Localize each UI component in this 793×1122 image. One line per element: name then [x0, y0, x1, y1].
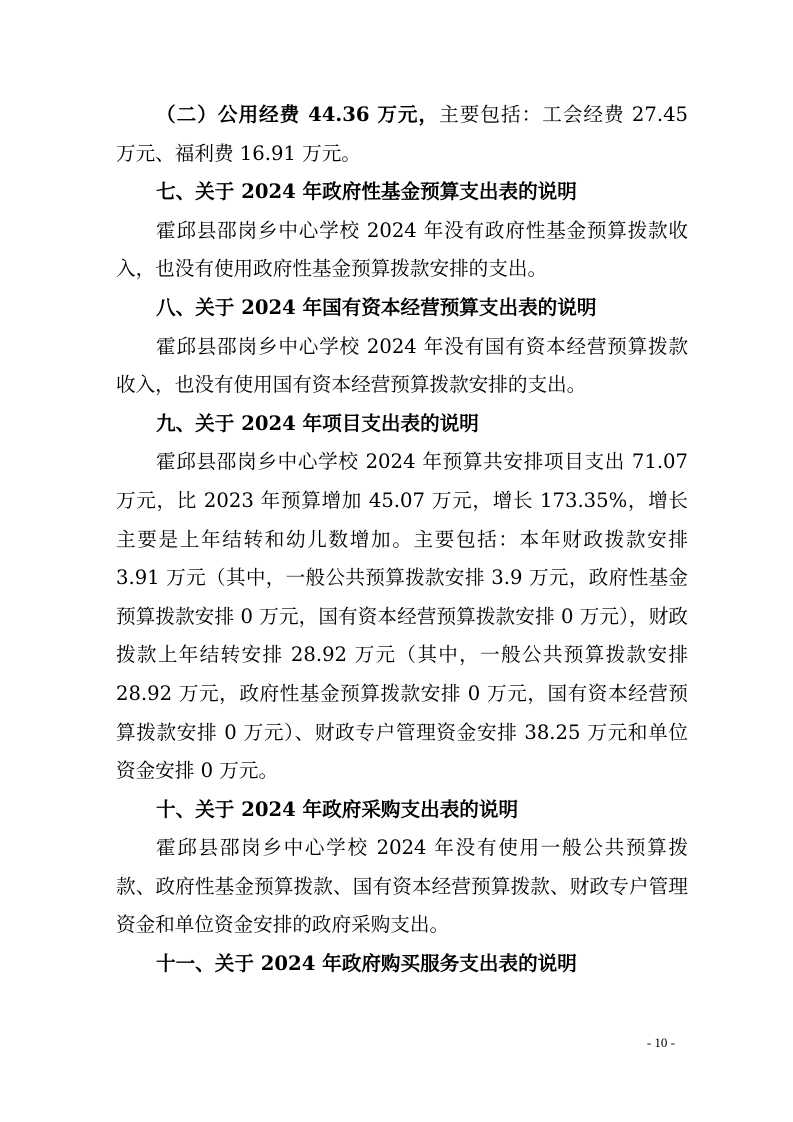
section-heading-8: 八、关于 2024 年国有资本经营预算支出表的说明: [156, 295, 597, 319]
public-funds-paragraph: [116, 96, 688, 173]
section-body-8: 霍邱县邵岗乡中心学校 2024 年没有国有资本经营预算拨款收入，也没有使用国有资本经营预算拨款安排的支出。: [116, 334, 688, 397]
section-body-7: 霍邱县邵岗乡中心学校 2024 年没有政府性基金预算拨款收入，也没有使用政府性基金预算拨款安排的支出。: [116, 218, 688, 281]
section-body-9: 霍邱县邵岗乡中心学校 2024 年预算共安排项目支出 71.07 万元，比 2023 年预算增加 45.07 万元，增长 173.35%，增长主要是上年结转和幼儿数增加。主要包括：本年财政拨款安排 3.91 万元（其中，一般公共预算拨款安排 3.9 万元，政府性基金预算拨款安排 0 万元，国有资本经营预算拨款安排 0 万元），财政拨款上年结转安排 28.92 万元（其中，一般公共预算拨款安排 28.92 万元，政府性基金预算拨款安排 0 万元，国有资本经营预算拨款安排 0 万元）、财政专户管理资金安排 38.25 万元和单位资金安排 0 万元。: [116, 450, 688, 783]
section-heading-7: 七、关于 2024 年政府性基金预算支出表的说明: [156, 180, 577, 204]
section-body-10: 霍邱县邵岗乡中心学校 2024 年没有使用一般公共预算拨款、政府性基金预算拨款、国有资本经营预算拨款、财政专户管理资金和单位资金安排的政府采购支出。: [116, 836, 688, 937]
section-heading-11: 十一、关于 2024 年政府购买服务支出表的说明: [156, 952, 577, 976]
page-number: - 10 -: [646, 1035, 675, 1050]
page-content: [116, 96, 688, 984]
section-heading-9: 九、关于 2024 年项目支出表的说明: [156, 411, 479, 435]
section-heading-10: 十、关于 2024 年政府采购支出表的说明: [156, 797, 519, 821]
public-funds-text: 主要包括：工会经费 27.45 万元、福利费 16.91 万元。: [116, 103, 688, 165]
public-funds-lead: （二）公用经费 44.36 万元，: [156, 103, 440, 126]
